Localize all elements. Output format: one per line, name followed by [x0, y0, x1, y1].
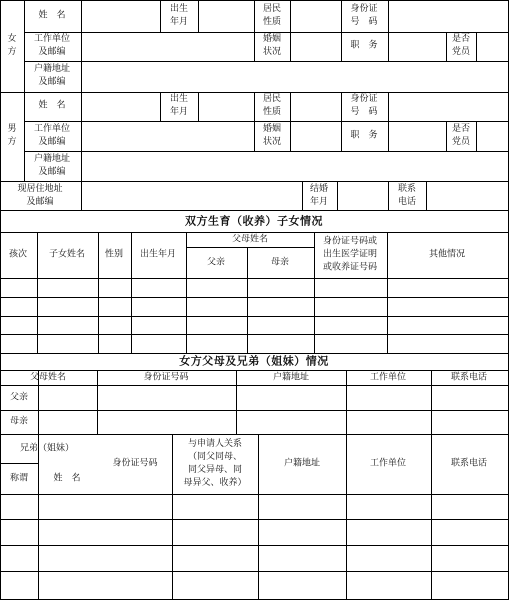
father-label: 父亲 — [9, 392, 29, 403]
male-hukou-address-label: 户籍地址 及邮编 — [33, 154, 71, 177]
female-party-label: 是否 党员 — [451, 34, 471, 57]
female-birth-label: 出生 年月 — [169, 4, 189, 27]
rule — [186, 232, 187, 353]
female-name-field[interactable] — [82, 1, 160, 32]
rule — [98, 232, 99, 353]
male-marital-label: 婚姻 状况 — [262, 124, 282, 147]
rule — [341, 0, 342, 62]
rule — [388, 181, 389, 210]
rule — [388, 92, 389, 152]
col-order: 孩次 — [8, 249, 28, 260]
female-hukou-address-label: 户籍地址 及邮编 — [33, 64, 71, 87]
col-sibling-work: 工作单位 — [369, 458, 407, 469]
male-id-label: 身份证 号 码 — [350, 94, 378, 117]
current-address-label: 现居住地址 及邮编 — [17, 184, 63, 207]
rule — [0, 297, 509, 298]
col-cert-number: 身份证号码或 出生医学证明 或收养证号码 — [322, 236, 378, 273]
rule — [431, 370, 432, 599]
rule — [254, 0, 255, 62]
rule — [0, 385, 509, 386]
male-position-label: 职 务 — [350, 130, 378, 141]
female-id-field[interactable] — [389, 1, 508, 32]
rule — [0, 210, 509, 211]
rule — [0, 571, 509, 572]
rule — [314, 232, 315, 353]
rule — [131, 232, 132, 353]
rule — [0, 434, 509, 435]
relatives-section-title: 女方父母及兄弟（姐妹）情况 — [179, 354, 329, 368]
col-parent-names: 父母姓名 — [231, 234, 269, 245]
rule — [476, 32, 477, 62]
female-name-label: 姓 名 — [38, 10, 66, 21]
male-hukou-address-field[interactable] — [82, 152, 508, 181]
rule — [0, 463, 38, 464]
rule — [0, 316, 509, 317]
rule — [0, 410, 509, 411]
male-party-label: 是否 党员 — [451, 124, 471, 147]
rule — [337, 181, 338, 210]
rule — [97, 370, 98, 434]
male-name-label: 姓 名 — [38, 100, 66, 111]
col-sibling-phone: 联系电话 — [450, 458, 488, 469]
col-other: 其他情况 — [428, 249, 466, 260]
col-sibling-hukou: 户籍地址 — [283, 458, 321, 469]
col-relation: 与申请人关系 （同父同母、 同父异母、同 母异父、收养） — [183, 439, 247, 488]
female-birth-field[interactable] — [199, 1, 254, 32]
female-side-label: 女 方 — [7, 34, 17, 57]
col-parent-phone: 联系电话 — [450, 372, 488, 383]
rule — [387, 232, 388, 353]
rule — [160, 92, 161, 122]
rule — [302, 181, 303, 210]
rule — [0, 519, 509, 520]
rule — [0, 278, 509, 279]
rule — [341, 92, 342, 152]
rule — [446, 32, 447, 62]
female-hukou-nature-label: 居民 性质 — [262, 4, 282, 27]
female-work-unit-label: 工作单位 及邮编 — [33, 34, 71, 57]
rule — [24, 0, 25, 181]
rule — [446, 121, 447, 152]
phone-field[interactable] — [427, 182, 508, 210]
male-work-unit-label: 工作单位 及邮编 — [33, 124, 71, 147]
female-hukou-nature-field[interactable] — [291, 1, 341, 32]
rule — [290, 92, 291, 152]
col-parent-name: 父母姓名 — [29, 372, 67, 383]
col-title-term: 称谓 — [9, 473, 29, 484]
male-work-unit-field[interactable] — [82, 122, 254, 151]
col-birth-date: 出生年月 — [139, 249, 177, 260]
col-parent-work: 工作单位 — [369, 372, 407, 383]
male-hukou-nature-label: 居民 性质 — [262, 94, 282, 117]
rule — [0, 334, 509, 335]
mother-label: 母亲 — [9, 416, 29, 427]
col-mother: 母亲 — [270, 257, 290, 268]
col-sibling-id: 身份证号码 — [112, 458, 158, 469]
female-hukou-address-field[interactable] — [82, 62, 508, 92]
col-gender: 性别 — [104, 249, 124, 260]
male-name-field[interactable] — [82, 93, 160, 121]
rule — [0, 494, 509, 495]
rule — [258, 434, 259, 599]
rule — [198, 92, 199, 122]
rule — [476, 121, 477, 152]
rule — [160, 0, 161, 33]
phone-label: 联系 电话 — [397, 184, 417, 207]
male-side-label: 男 方 — [7, 124, 17, 147]
rule — [346, 370, 347, 599]
female-marital-label: 婚姻 状况 — [262, 34, 282, 57]
col-parent-hukou: 户籍地址 — [272, 372, 310, 383]
rule — [247, 247, 248, 353]
marriage-date-label: 结婚 年月 — [309, 184, 329, 207]
rule — [37, 232, 38, 353]
rule — [186, 247, 314, 248]
female-id-label: 身份证 号 码 — [350, 4, 378, 27]
rule — [236, 370, 237, 434]
female-work-unit-field[interactable] — [82, 33, 254, 61]
children-section-title: 双方生育（收养）子女情况 — [185, 214, 323, 228]
col-parent-id: 身份证号码 — [143, 372, 189, 383]
current-address-field[interactable] — [82, 182, 302, 210]
male-birth-label: 出生 年月 — [169, 94, 189, 117]
female-position-label: 职 务 — [350, 40, 378, 51]
rule — [38, 370, 39, 599]
rule — [0, 545, 509, 546]
col-sibling-name: 姓 名 — [53, 473, 81, 484]
col-child-name: 子女姓名 — [48, 249, 86, 260]
siblings-label: 兄弟（姐妹） — [19, 443, 75, 454]
rule — [172, 434, 173, 599]
rule — [0, 370, 509, 371]
rule — [254, 92, 255, 152]
col-father: 父亲 — [206, 257, 226, 268]
rule — [0, 0, 1, 600]
